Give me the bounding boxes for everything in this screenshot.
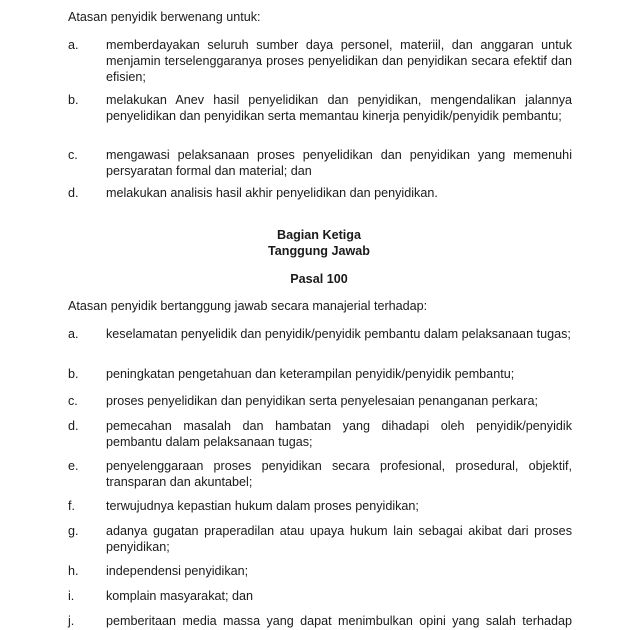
list-item-letter: a. — [68, 38, 79, 52]
list-item-text: terwujudnya kepastian hukum dalam proses penyidikan; — [106, 499, 419, 513]
list-item-text: peningkatan pengetahuan dan keterampilan penyidik/penyidik pembantu; — [106, 367, 515, 381]
list-item-letter: f. — [68, 499, 75, 513]
list-item-text: melakukan Anev hasil penyelidikan dan penyidikan, mengendalikan jalannya penyelidikan dan penyidikan serta memantau kinerja penyidik/penyidik pembantu; — [106, 93, 572, 123]
list-item-text: pemecahan masalah dan hambatan yang dihadapi oleh penyidik/penyidik pembantu dalam pelaksanaan tugas; — [106, 419, 572, 449]
list-item-letter: c. — [68, 148, 78, 162]
section2-intro: Atasan penyidik bertanggung jawab secara manajerial terhadap: — [68, 299, 428, 313]
list-item-letter: j. — [68, 614, 75, 628]
list-item-text: independensi penyidikan; — [106, 564, 249, 578]
list-item-text: pemberitaan media massa yang dapat menimbulkan opini yang salah terhadap — [106, 614, 572, 628]
list-item-letter: e. — [68, 459, 79, 473]
list-item-text: memberdayakan seluruh sumber daya personel, materiil, dan anggaran untuk menjamin terselenggaranya proses penyelidikan dan penyidikan secara efektif dan efisien; — [106, 38, 572, 84]
list-item-letter: b. — [68, 367, 79, 381]
list-item-letter: d. — [68, 186, 79, 200]
section-title: Tanggung Jawab — [268, 244, 370, 258]
list-item-text: komplain masyarakat; dan — [106, 589, 253, 603]
list-item-text: melakukan analisis hasil akhir penyelidikan dan penyidikan. — [106, 186, 438, 200]
list-item-letter: a. — [68, 327, 79, 341]
list-item-text: mengawasi pelaksanaan proses penyelidikan dan penyidikan yang memenuhi persyaratan formal dan material; dan — [106, 148, 572, 178]
list-item-text: adanya gugatan praperadilan atau upaya hukum lain sebagai akibat dari proses penyidikan; — [106, 524, 572, 554]
list-item-letter: b. — [68, 93, 79, 107]
list-item-letter: i. — [68, 589, 75, 603]
list-item-text: penyelenggaraan proses penyidikan secara profesional, prosedural, objektif, transparan dan akuntabel; — [106, 459, 572, 489]
list-item-letter: g. — [68, 524, 79, 538]
article-number: Pasal 100 — [290, 272, 348, 286]
section-heading: Bagian Ketiga — [277, 228, 361, 242]
list-item-letter: c. — [68, 394, 78, 408]
section1-intro: Atasan penyidik berwenang untuk: — [68, 10, 261, 24]
list-item-letter: h. — [68, 564, 79, 578]
list-item-letter: d. — [68, 419, 79, 433]
list-item-text: proses penyelidikan dan penyidikan serta penyelesaian penanganan perkara; — [106, 394, 538, 408]
list-item-text: keselamatan penyelidik dan penyidik/penyidik pembantu dalam pelaksanaan tugas; — [106, 327, 571, 341]
